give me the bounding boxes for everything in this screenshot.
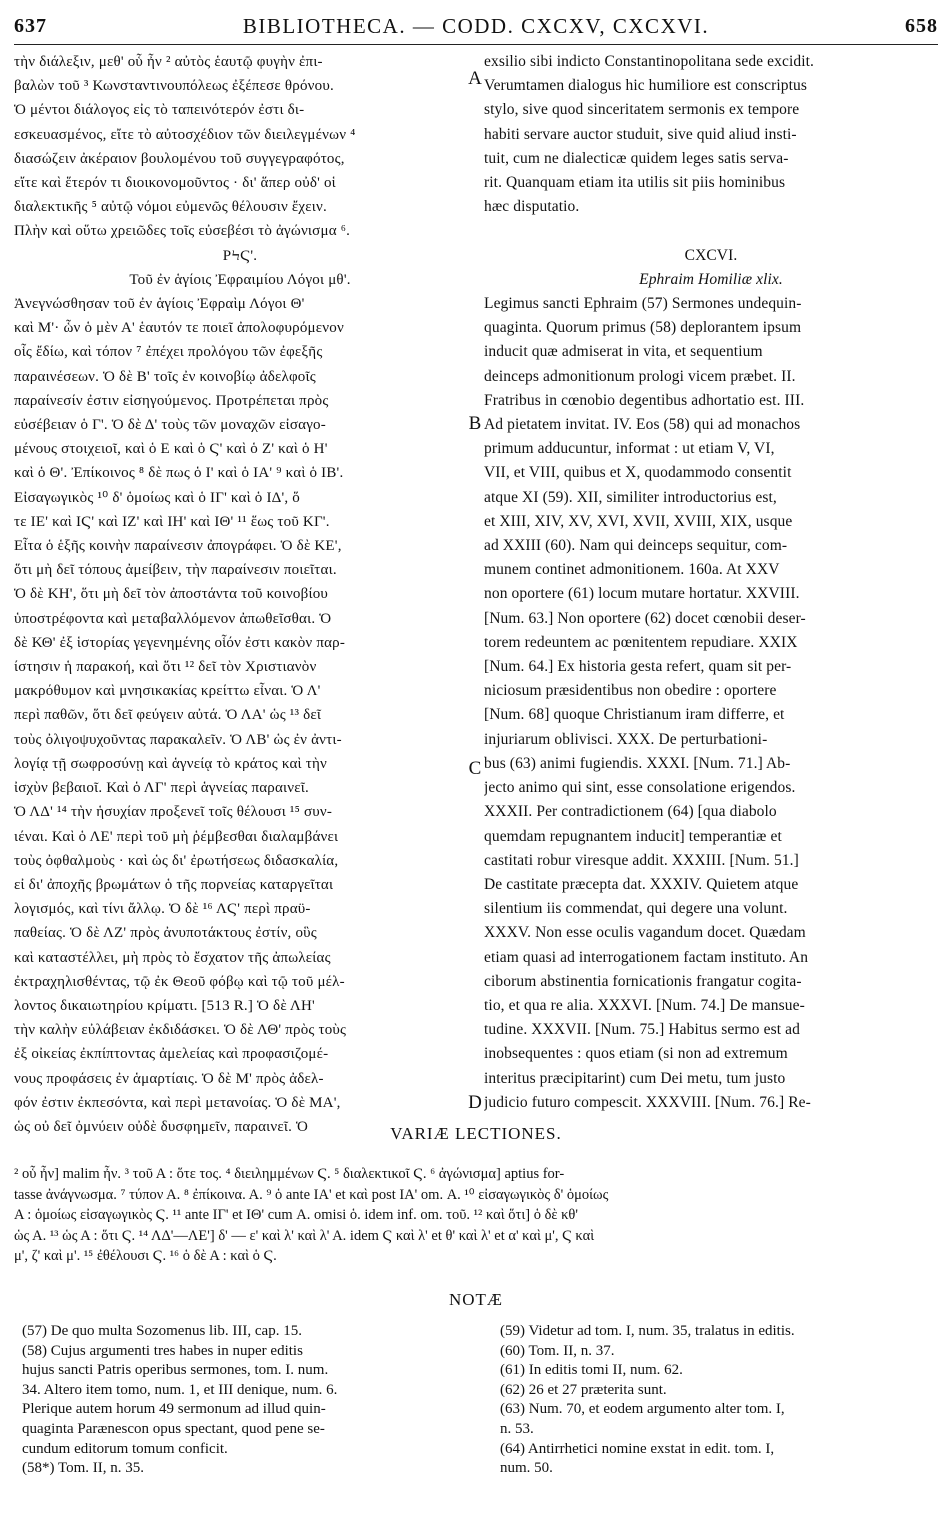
greek-text-line: ἐξ οἰκείας ἐκπίπτοντας ἀμελείας καὶ προφασιζομέ- xyxy=(14,1046,329,1063)
note-line: (63) Num. 70, et eodem argumento alter tom. I, xyxy=(500,1401,785,1418)
section-marker-b: B xyxy=(468,413,482,434)
column-spacer xyxy=(484,219,938,243)
greek-text-line: ἐκτραχηλισθέντας, τῷ ἐκ Θεοῦ φόβῳ καὶ τῷ τοῦ μέλ- xyxy=(14,973,345,990)
greek-text-line: βαλὼν τοῦ ³ Κωνσταντινουπόλεως ἐξέπεσε θρόνου. xyxy=(14,78,334,95)
greek-text-line: εἰ δι' ἀποχῆς βρωμάτων ὁ τῆς πορνείας καταργεῖται xyxy=(14,876,334,893)
greek-section-number: PϞϚ'. xyxy=(222,247,258,264)
greek-text-line: ιέναι. Καὶ ὁ ΛΕ' περὶ τοῦ μὴ ῥέμβεσθαι διαλαμβάνει xyxy=(14,828,339,845)
latin-text-line: Legimus sancti Ephraim (57) Sermones undequin- xyxy=(484,295,802,313)
greek-text-line: οἷς ἔδίω, καὶ τόπον ⁷ ἐπέχει προλόγου τῶν ἐφεξῆς xyxy=(14,344,323,361)
note-line: (57) De quo multa Sozomenus lib. III, cap. 15. xyxy=(22,1323,302,1339)
latin-text-line: exsilio sibi indicto Constantinopolitana sede excidit. xyxy=(484,53,814,70)
note-line: Plerique autem horum 49 sermonum ad illud quin- xyxy=(22,1401,326,1418)
greek-text-line: εσκευασμένος, εἴτε τὸ αὐτοσχέδιον τῶν διειλεγμένων ⁴ xyxy=(14,126,356,143)
greek-text-line: τὴν καλὴν εὐλάβειαν ἐκδιδάσκει. Ὁ δὲ ΛΘ' πρὸς τοὺς xyxy=(14,1022,347,1039)
greek-text-line: περὶ παθῶν, ὅτι δεῖ φεύγειν αὐτά. Ὁ ΛΑ' ὡς ¹³ δεῖ xyxy=(14,707,322,724)
greek-text-line: ίστησιν ἡ παρακοή, καὶ ὅτι ¹² δεῖ τὸν Χριστιανὸν xyxy=(14,659,317,676)
greek-text-line: Ὁ ΛΔ' ¹⁴ τὴν ἡσυχίαν προξενεῖ τοῖς θέλουσι ¹⁵ συν- xyxy=(14,804,333,821)
variae-lectiones xyxy=(14,1164,938,1267)
latin-text-line: inducit quæ admiserat in vita, et sequentium xyxy=(484,343,763,361)
latin-text-line: silentium iis commendat, qui degere una volunt. xyxy=(484,900,788,918)
greek-text-line: ἰσχὺν βεβαιοῖ. Καὶ ὁ ΛΓ' περὶ ἁγνείας παραινεῖ. xyxy=(14,780,309,797)
variant-reading-line: μ', ζ' καὶ μ'. ¹⁵ ἐθέλουσι Ϛ. ¹⁶ ὁ δὲ Α : καὶ ὁ Ϛ. xyxy=(14,1248,277,1264)
greek-text-line: διαλεκτικῆς ⁵ αὐτῷ νόμοι εὐμενῶς θέλουσιν ἔχειν. xyxy=(14,199,327,216)
section-marker-c: C xyxy=(468,758,482,779)
greek-text-line: καὶ ὁ Θ'. Ἐπίκοινος ⁸ δὲ πως ὁ Ι' καὶ ὁ ΙΑ' ⁹ καὶ ὁ ΙΒ'. xyxy=(14,465,344,482)
latin-text-line: hæc disputatio. xyxy=(484,198,580,216)
greek-text-line: λογισμός, καὶ τίνι ἄλλῳ. Ὁ δὲ ¹⁶ ΛϚ' περὶ πραϋ- xyxy=(14,901,311,918)
greek-text-line: διασώζειν ἀκέραιον βουλομένου τοῦ συγγεγραφότος, xyxy=(14,150,345,167)
variant-reading-line: tasse ἀνάγνωσμα. ⁷ τύπον Α. ⁸ ἐπίκοινα. Α. ⁹ ὁ ante ΙΑ' et καὶ post ΙΑ' om. Α. ¹⁰ εἰσαγωγικὸς δ' ὁμοίως xyxy=(14,1186,609,1203)
latin-text-line: Ad pietatem invitat. IV. Eos (58) qui ad monachos xyxy=(484,416,801,434)
latin-text-line: niciosum præsidentibus non obedire : oportere xyxy=(484,682,777,700)
note-line: (62) 26 et 27 præterita sunt. xyxy=(500,1381,667,1398)
latin-text-line: torem redeuntem ac pœnitentem repudiare. XXIX xyxy=(484,633,798,651)
note-line: (60) Tom. II, n. 37. xyxy=(500,1342,615,1359)
notes-right xyxy=(500,1322,940,1479)
latin-text-line: De castitate præcepta dat. XXXIV. Quietem atque xyxy=(484,875,799,893)
greek-text-line: Ἀνεγνώσθησαν τοῦ ἐν ἁγίοις Ἐφραὶμ Λόγοι Θ' xyxy=(14,296,305,313)
latin-text-line: XXXII. Per contradictionem (64) [qua diabolo xyxy=(484,803,777,821)
latin-text-line: quemdam repugnantem inducit] temperantiæ et xyxy=(484,827,782,845)
variant-reading-line: ὡς Α. ¹³ ὡς Α : ὅτι Ϛ. ¹⁴ ΛΔ'—ΛΕ'] δ' — ε' καὶ λ' καὶ λ' Α. idem Ϛ καὶ λ' et θ' καὶ λ' et α' καὶ μ', Ϛ καὶ xyxy=(14,1227,595,1244)
note-line: (59) Videtur ad tom. I, num. 35, tralatus in editis. xyxy=(500,1323,795,1339)
latin-section-title: Ephraim Homiliæ xlix. xyxy=(639,270,783,288)
latin-text-line: [Num. 64.] Ex historia gesta refert, quam sit per- xyxy=(484,658,792,676)
greek-text-line: μένους στοιχειοῖ, καὶ ὁ Ε καὶ ὁ Ϛ' καὶ ὁ Ζ' καὶ ὁ Η' xyxy=(14,441,328,458)
latin-text-line: jecto animo qui sint, esse consolatione erigendos. xyxy=(484,779,796,797)
greek-text-line: τὴν διάλεξιν, μεθ' οὗ ἦν ² αὐτὸς ἑαυτῷ φυγὴν ἐπι- xyxy=(14,54,323,70)
latin-text-line: [Num. 63.] Non oportere (62) docet cœnobii deser- xyxy=(484,609,806,627)
note-line: cundum editorum tomum conficit. xyxy=(22,1440,228,1457)
note-line: n. 53. xyxy=(500,1420,534,1437)
greek-text-line: Εἶτα ὁ ἑξῆς κοινὴν παραίνεσιν ἀπογράφει. Ὁ δὲ ΚΕ', xyxy=(14,538,342,555)
latin-text-line: rit. Quanquam etiam ita utilis sit piis hominibus xyxy=(484,174,786,192)
latin-text-line: tuit, cum ne dialecticæ quidem leges satis serva- xyxy=(484,149,789,167)
note-line: hujus sancti Patris operibus sermones, tom. I. num. xyxy=(22,1362,329,1379)
latin-text-line: tudine. XXXVII. [Num. 75.] Habitus sermo est ad xyxy=(484,1021,800,1039)
greek-text-line: παραίνεσίν ἐστιν εἰσηγούμενος. Προτρέπεται πρὸς xyxy=(14,392,329,409)
latin-text-line: atque XI (59). XII, similiter introductorius est, xyxy=(484,488,777,506)
greek-text-line: καὶ καταστέλλει, μὴ πρὸς τὸ ἔσχατον τῆς ἀπωλείας xyxy=(14,949,331,966)
latin-text-line: non oportere (61) locum mutare hortatur. XXVIII. xyxy=(484,585,800,603)
latin-text-line: et XIII, XIV, XV, XVI, XVII, XVIII, XIX, usque xyxy=(484,512,793,530)
latin-text-line: [Num. 68] quoque Christianum iram differre, et xyxy=(484,706,785,724)
latin-text-line: etiam quasi ad interrogationem factam instituto. An xyxy=(484,948,809,966)
greek-text-line: λοντος δικαιωτηρίου κρίματι. [513 R.] Ὁ δὲ ΛΗ' xyxy=(14,997,315,1014)
greek-text-line: φόν ἐστιν ἐκπεσόντα, καὶ περὶ μετανοίας. Ὁ δὲ ΜΑ', xyxy=(14,1094,341,1111)
section-marker-d: D xyxy=(468,1092,482,1113)
greek-section-title: Τοῦ ἐν ἁγίοις Ἐφραιμίου Λόγοι μθ'. xyxy=(129,271,351,288)
notes-heading: NOTÆ xyxy=(448,1290,504,1309)
notes-left xyxy=(22,1322,462,1479)
left-page-number: 637 xyxy=(14,14,47,37)
greek-text-line: τοὺς ὀλιγοψυχοῦντας παρακαλεῖν. Ὁ ΛΒ' ὡς ἐν ἀντι- xyxy=(14,731,342,748)
note-line: (58*) Tom. II, n. 35. xyxy=(22,1460,144,1477)
latin-text-line: interitus præcipitarint) cum Dei metu, tum justo xyxy=(484,1069,786,1087)
page-header xyxy=(14,8,938,45)
greek-text-line: καὶ Μ'· ὧν ὁ μὲν Α' ἑαυτόν τε ποιεῖ ἀπολοφυρόμενον xyxy=(14,320,344,337)
greek-text-line: Ὁ δὲ ΚΗ', ὅτι μὴ δεῖ τὸν ἀποστάντα τοῦ κοινοβίου xyxy=(14,586,329,603)
note-line: quaginta Parænescon opus spectant, quod pene se- xyxy=(22,1420,325,1437)
greek-text-line: ὡς οὐ δεῖ ὀμνύειν οὐδὲ δυσφημεῖν, παραινεῖ. Ὁ xyxy=(14,1118,309,1135)
greek-text-line: Εἰσαγωγικὸς ¹⁰ δ' ὁμοίως καὶ ὁ ΙΓ' καὶ ὁ ΙΔ', ὅ xyxy=(14,489,300,506)
latin-text-line: injuriarum oblivisci. XXX. De perturbationi- xyxy=(484,730,768,748)
note-line: (58) Cujus argumenti tres habes in nuper editis xyxy=(22,1342,303,1359)
greek-text-line: τε ΙΕ' καὶ ΙϚ' καὶ ΙΖ' καὶ ΙΗ' καὶ ΙΘ' ¹¹ ἕως τοῦ ΚΓ'. xyxy=(14,513,330,530)
note-line: num. 50. xyxy=(500,1460,553,1477)
greek-text-line: παθείας. Ὁ δὲ ΛΖ' πρὸς ἀνυποτάκτους ἐστίν, οὓς xyxy=(14,925,317,942)
latin-text-line: bus (63) animi fugiendis. XXXI. [Num. 71.] Ab- xyxy=(484,754,791,772)
note-line: (61) In editis tomi II, num. 62. xyxy=(500,1362,683,1379)
latin-text-line: inobsequentes : quos etiam (si non ad extremum xyxy=(484,1045,788,1063)
greek-text-line: δὲ ΚΘ' ἐξ ἱστορίας γεγενημένης οἷόν ἐστι κακὸν παρ- xyxy=(14,634,346,651)
latin-text-line: Verumtamen dialogus hic humiliore est conscriptus xyxy=(484,77,808,95)
latin-text-line: XXXV. Non esse oculis vagandum docet. Quædam xyxy=(484,924,806,942)
variant-reading-line: Α : ὁμοίως εἰσαγωγικὸς Ϛ. ¹¹ ante ΙΓ' et ΙΘ' cum Α. omisi ὁ. idem inf. om. τοῦ. ¹² καὶ ὅτι] ὁ δὲ κθ' xyxy=(14,1207,578,1223)
greek-text-line: παραινέσεων. Ὁ δὲ Β' τοῖς ἐν κοινοβίῳ ἀδελφοῖς xyxy=(14,368,316,385)
variae-heading: VARIÆ LECTIONES. xyxy=(390,1124,562,1143)
latin-text-line: quaginta. Quorum primus (58) deplorantem ipsum xyxy=(484,319,802,337)
greek-text-line: Ὁ μέντοι διάλογος εἰς τὸ ταπεινότερόν ἐστι δι- xyxy=(14,102,305,119)
latin-text-line: VII, et VIII, quibus et X, quodammodo consentit xyxy=(484,464,792,482)
latin-text-line: Fratribus in cœnobio degentibus adhortatio est. III. xyxy=(484,391,805,409)
greek-column xyxy=(14,50,466,1139)
greek-text-line: ὅτι μὴ δεῖ τόπους ἀμείβειν, τὴν παραίνεσιν ποιεῖται. xyxy=(14,562,337,579)
latin-column xyxy=(484,50,938,1115)
note-line: (64) Antirrhetici nomine exstat in edit. tom. I, xyxy=(500,1440,775,1457)
greek-text-line: νους προφάσεις ἐν ἁμαρτίαις. Ὁ δὲ Μ' πρὸς ἀδελ- xyxy=(14,1070,324,1087)
greek-text-line: μακρόθυμον καὶ μνησικακίας κρείττω εἶναι. Ὁ Λ' xyxy=(14,683,321,700)
latin-text-line: primum adducuntur, informat : ut etiam V, VI, xyxy=(484,440,775,458)
latin-text-line: ad XXIII (60). Nam qui deinceps sequitur, com- xyxy=(484,537,788,555)
greek-text-line: Πλὴν καὶ οὕτω χρειῶδες τοῖς εὐσεβέσι τὸ ἀγώνισμα ⁶. xyxy=(14,223,351,240)
latin-text-line: tio, et qua re alia. XXXVI. [Num. 74.] De mansue- xyxy=(484,996,805,1014)
greek-text-line: λογίᾳ τῇ σωφροσύνῃ καὶ ἁγνείᾳ τὸ κράτος καὶ τὴν xyxy=(14,755,327,772)
running-title: BIBLIOTHECA. — CODD. CXCXV, CXCXVI. xyxy=(242,13,710,38)
greek-text-line: τοὺς ὀφθαλμοὺς · καὶ ὡς δι' ἐρωτήσεως διδασκαλία, xyxy=(14,852,339,869)
variant-reading-line: ² οὗ ἦν] malim ἦν. ³ τοῦ Α : ὅτε τος. ⁴ διειλημμένων Ϛ. ⁵ διαλεκτικοῖ Ϛ. ⁶ ἀγώνισμα] aptius for- xyxy=(14,1166,565,1182)
latin-text-line: judicio futuro compescit. XXXVIII. [Num. 76.] Re- xyxy=(484,1093,811,1111)
latin-text-line: deinceps admonitionum prologi vicem præbet. II. xyxy=(484,367,796,385)
latin-text-line: munem continet admonitionem. 160a. At XXV xyxy=(484,561,780,579)
latin-section-number: CXCVI. xyxy=(684,246,738,264)
latin-text-line: castitati robur viresque addit. XXXIII. [Num. 51.] xyxy=(484,851,799,869)
section-marker-a: A xyxy=(468,68,482,89)
latin-text-line: ciborum abstinentia fornicationis frangatur cogita- xyxy=(484,972,802,990)
greek-text-line: ὑποστρέφοντα καὶ μεταβαλλόμενον ἀπωθεῖσθαι. Ὁ xyxy=(14,610,332,627)
greek-text-line: εἴτε καὶ ἕτερόν τι διοικονομοῦντος · δι' ἅπερ οὐδ' οἱ xyxy=(14,175,336,192)
note-line: 34. Altero item tomo, num. 1, et III denique, num. 6. xyxy=(22,1381,338,1398)
latin-text-line: stylo, sive quod sinceritatem sermonis ex tempore xyxy=(484,101,800,119)
greek-text-line: εὐσέβειαν ὁ Γ'. Ὁ δὲ Δ' τοὺς τῶν μοναχῶν εἰσαγο- xyxy=(14,417,326,434)
latin-text-line: habiti servare auctor studuit, sive quid aliud insti- xyxy=(484,125,797,143)
right-page-number: 658 xyxy=(904,14,938,37)
